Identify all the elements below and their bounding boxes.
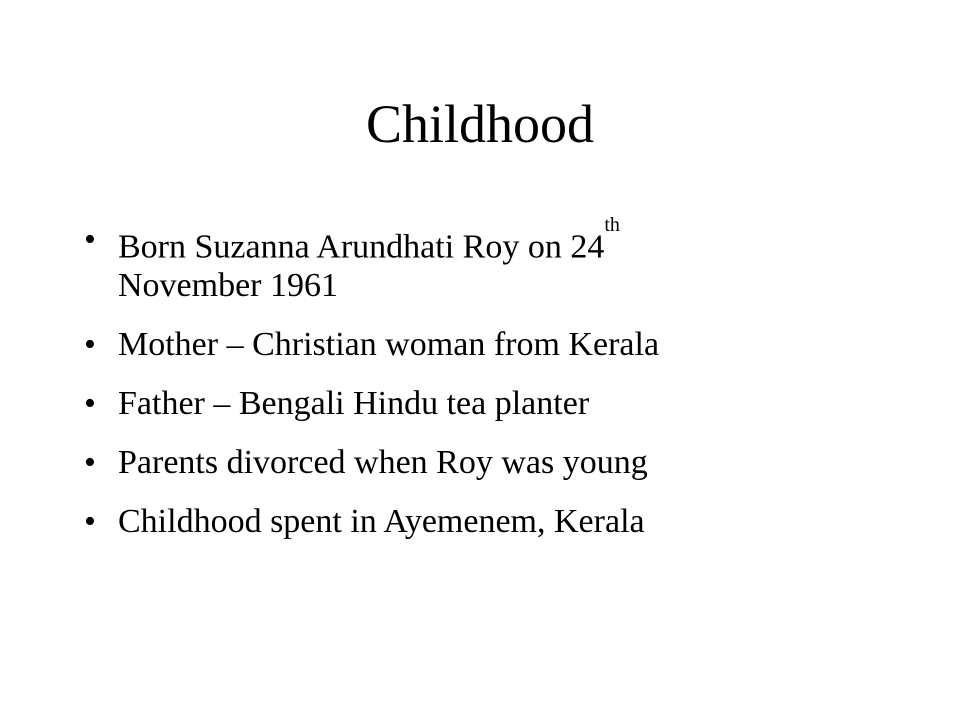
bullet-item-birth — [84, 214, 904, 305]
bullet-text-parents: Parents divorced when Roy was young — [118, 444, 648, 482]
bullet-item-childhood — [84, 502, 904, 541]
bullet-text-childhood: Childhood spent in Ayemenem, Kerala — [118, 503, 645, 541]
bullet-list — [84, 214, 904, 561]
bullet-text-birth-part2: November 1961 — [118, 267, 339, 305]
birth-date-ordinal: th — [604, 214, 620, 236]
bullet-icon: • — [84, 326, 96, 364]
bullet-text-mother: Mother – Christian woman from Kerala — [118, 326, 660, 364]
bullet-icon: • — [84, 503, 96, 541]
bullet-icon: • — [84, 444, 96, 482]
bullet-item-father — [84, 384, 904, 423]
bullet-icon: • — [84, 385, 96, 423]
bullet-item-parents — [84, 443, 904, 482]
bullet-icon: • — [84, 221, 96, 258]
bullet-text-birth-part1: Born Suzanna Arundhati Roy on 24 — [118, 228, 605, 266]
bullet-text-father: Father – Bengali Hindu tea planter — [118, 385, 590, 423]
bullet-item-mother — [84, 325, 904, 364]
slide-title: Childhood — [365, 94, 595, 154]
